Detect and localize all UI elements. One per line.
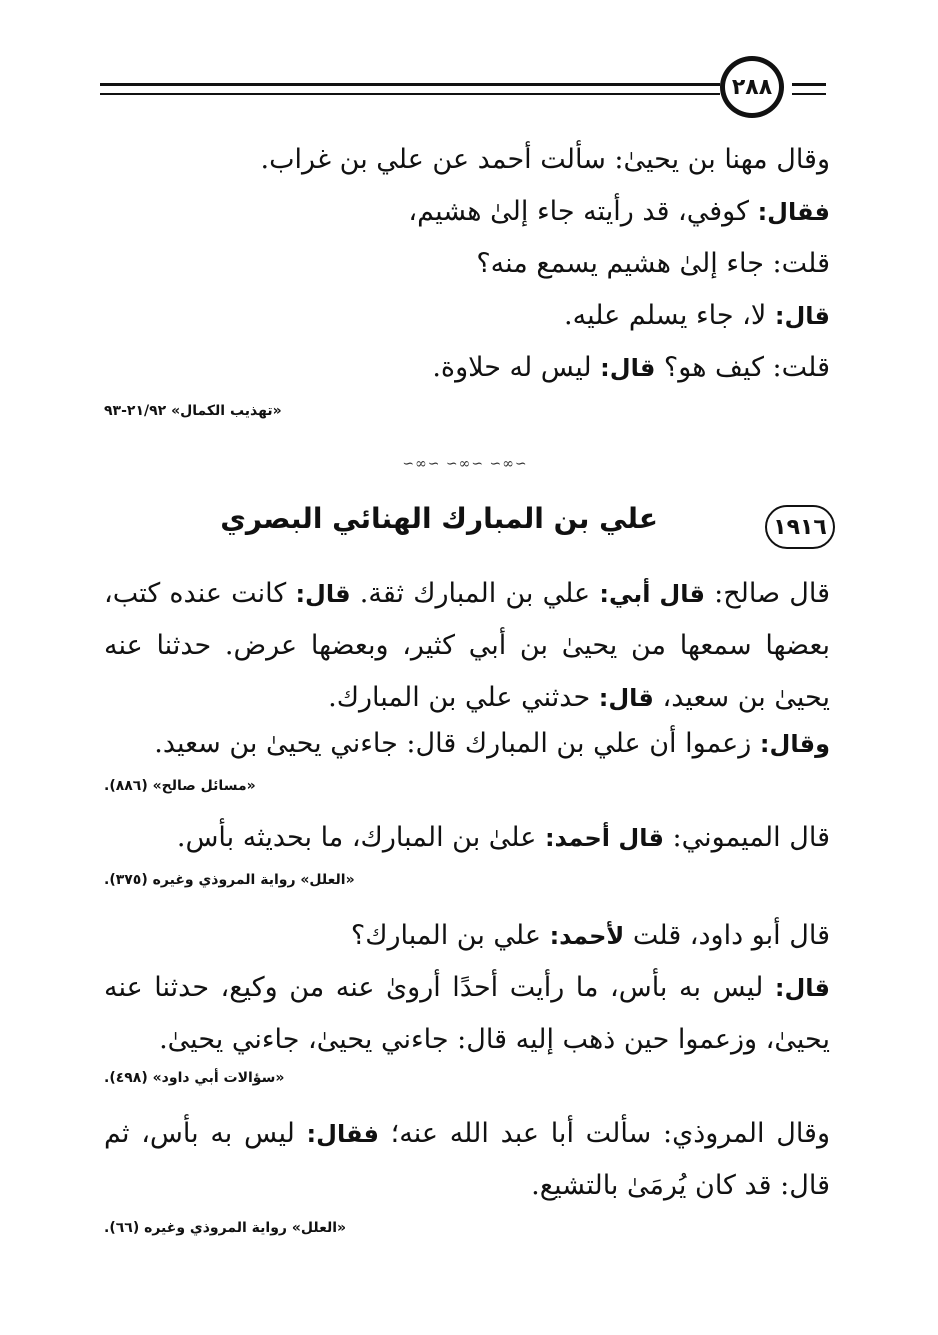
para-text: قال صالح: xyxy=(704,578,830,609)
source-citation-4: «العلل» رواية المروذي وغيره (٦٦). xyxy=(104,1220,347,1236)
para-text: زعموا أن علي بن المبارك قال: جاءني يحيىٰ بن سعيد. xyxy=(154,728,760,759)
header-rule-top xyxy=(100,83,720,86)
entry-paragraph-6 xyxy=(104,1108,830,1212)
header-rule-right-bottom xyxy=(792,93,826,95)
line-bold-label: قال: xyxy=(600,354,656,382)
line-text: لا، جاء يسلم عليه. xyxy=(564,300,775,331)
para-text: حدثني علي بن المبارك. xyxy=(328,682,599,713)
source-citation-3: «سؤالات أبي داود» (٤٩٨). xyxy=(104,1070,285,1086)
para-text: قال أبو داود، قلت xyxy=(624,920,830,951)
line-bold-label: قال: xyxy=(774,302,830,330)
entry-paragraph-1 xyxy=(104,568,830,724)
para-text: ليس به بأس، ثم قال: قد كان يُرمَىٰ بالتشيع. xyxy=(104,1118,830,1201)
entry-number-badge: ١٩١٦ xyxy=(765,505,835,549)
top-line-2 xyxy=(408,186,830,238)
entry-paragraph-5 xyxy=(104,962,830,1066)
header-rule-bottom xyxy=(100,93,720,95)
top-line-3 xyxy=(476,238,830,290)
bold-label: قال أبي: xyxy=(599,580,705,608)
para-text: وقال المروذي: سألت أبا عبد الله عنه؛ xyxy=(378,1118,830,1149)
page-number: ٢٨٨ xyxy=(720,56,784,118)
bold-label: قال: xyxy=(774,974,830,1002)
bold-label: قال: xyxy=(295,580,351,608)
section-divider-ornament: ∽∞∽ ∽∞∽ ∽∞∽ xyxy=(402,456,528,472)
bold-label: قال: xyxy=(598,684,654,712)
page-header xyxy=(100,52,826,122)
line-text: ليس له حلاوة. xyxy=(432,352,601,383)
header-rule-right-top xyxy=(792,83,826,86)
top-line-5 xyxy=(432,342,830,394)
para-text: ليس به بأس، ما رأيت أحدًا أروىٰ عنه من وكيع، حدثنا عنه يحيىٰ، وزعموا حين ذهب إليه قال: جاءني يحيىٰ، جاءني يحيىٰ. xyxy=(104,972,830,1055)
line-bold-label: فقال: xyxy=(757,198,830,226)
para-text: علي بن المبارك؟ xyxy=(350,920,550,951)
source-citation-top: «تهذيب الكمال» ٢١/٩٢-٩٣ xyxy=(104,403,282,419)
entry-paragraph-2 xyxy=(154,718,830,770)
bold-label: قال أحمد: xyxy=(544,824,664,852)
para-text: قال الميموني: xyxy=(663,822,830,853)
source-citation-1: «مسائل صالح» (٨٨٦). xyxy=(104,778,256,794)
bold-label: فقال: xyxy=(306,1120,379,1148)
entry-paragraph-4 xyxy=(351,910,830,962)
top-line-4 xyxy=(564,290,830,342)
line-prefix: قلت: كيف هو؟ xyxy=(655,352,830,383)
entry-paragraph-3 xyxy=(177,812,830,864)
top-line-1 xyxy=(261,134,830,186)
entry-title: علي بن المبارك الهنائي البصري xyxy=(220,502,658,535)
para-text: علىٰ بن المبارك، ما بحديثه بأس. xyxy=(176,822,545,853)
para-text: كانت عنده كتب، بعضها سمعها من يحيىٰ بن أبي كثير، وبعضها عرض. حدثنا عنه يحيىٰ بن سعيد، xyxy=(104,578,830,713)
bold-label: وقال: xyxy=(759,730,830,758)
para-text: علي بن المبارك ثقة. xyxy=(350,578,600,609)
line-text: كوفي، قد رأيته جاء إلىٰ هشيم، xyxy=(408,196,758,227)
source-citation-2: «العلل» رواية المروذي وغيره (٣٧٥). xyxy=(104,872,355,888)
line-text: قلت: جاء إلىٰ هشيم يسمع منه؟ xyxy=(476,248,830,279)
bold-label: لأحمد: xyxy=(549,922,625,950)
line-text: وقال مهنا بن يحيىٰ: سألت أحمد عن علي بن غراب. xyxy=(260,144,830,175)
